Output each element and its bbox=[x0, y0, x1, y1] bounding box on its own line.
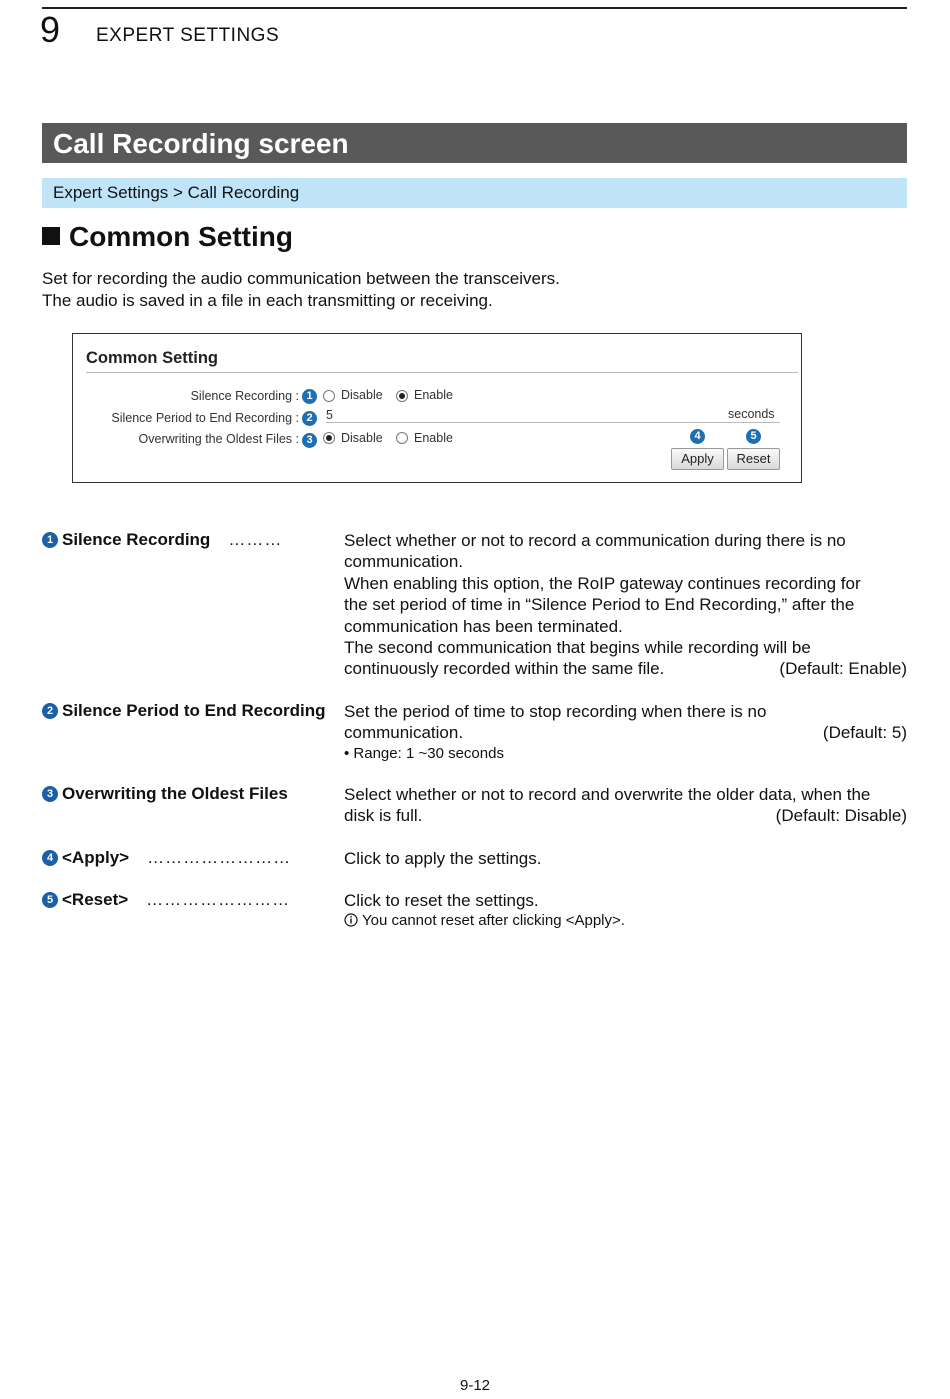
default-value: (Default: Enable) bbox=[779, 659, 907, 679]
page-title-banner bbox=[42, 123, 907, 163]
term-label: Silence Recording bbox=[62, 530, 211, 549]
item-description bbox=[344, 784, 907, 827]
desc-line: The second communication that begins while recording will be bbox=[344, 638, 811, 658]
item-description bbox=[344, 530, 907, 680]
desc-line: Set the period of time to stop recording when there is no bbox=[344, 702, 767, 721]
item-description bbox=[344, 890, 907, 931]
section-intro bbox=[42, 268, 560, 311]
info-icon bbox=[344, 913, 358, 927]
item-term bbox=[42, 784, 288, 804]
overwrite-label: Overwriting the Oldest Files : bbox=[138, 432, 299, 446]
desc-line: When enabling this option, the RoIP gateway continues recording for bbox=[344, 573, 861, 593]
callout-5-icon: 5 bbox=[746, 429, 761, 444]
silence-period-input[interactable] bbox=[326, 408, 780, 423]
square-bullet-icon bbox=[42, 227, 60, 245]
number-3-icon: 3 bbox=[42, 786, 58, 802]
term-label: Overwriting the Oldest Files bbox=[62, 784, 288, 803]
desc-line-default bbox=[344, 722, 907, 743]
callout-3-icon: 3 bbox=[302, 433, 317, 448]
page-number: 9-12 bbox=[459, 1377, 491, 1394]
overwrite-disable-radio[interactable] bbox=[323, 432, 335, 444]
top-rule bbox=[42, 7, 907, 9]
desc-line: Select whether or not to record a communication during there is no bbox=[344, 531, 846, 550]
item-term bbox=[42, 890, 290, 910]
overwrite-enable-radio[interactable] bbox=[396, 432, 408, 444]
term-label: Silence Period to End Recording bbox=[62, 701, 326, 720]
seconds-unit: seconds bbox=[728, 407, 775, 421]
silence-period-label: Silence Period to End Recording : bbox=[111, 411, 299, 425]
desc-line: continuously recorded within the same file. bbox=[344, 659, 665, 679]
leader-dots: …………………… bbox=[147, 848, 292, 867]
settings-screenshot bbox=[72, 333, 802, 483]
page-title: Call Recording screen bbox=[53, 128, 349, 159]
term-label: <Reset> bbox=[62, 890, 129, 909]
term-label: <Apply> bbox=[62, 848, 130, 867]
desc-line: disk is full. bbox=[344, 806, 423, 826]
chapter-number: 9 bbox=[40, 9, 61, 50]
silence-enable-label: Enable bbox=[414, 388, 453, 402]
section-title: Common Setting bbox=[69, 221, 293, 252]
desc-line: the set period of time in “Silence Period to End Recording,” after the bbox=[344, 595, 855, 615]
leader-dots: …………………… bbox=[146, 890, 291, 909]
info-note-text: You cannot reset after clicking <Apply>. bbox=[362, 912, 625, 930]
silence-recording-label: Silence Recording : bbox=[190, 389, 299, 403]
callout-2-icon: 2 bbox=[302, 411, 317, 426]
desc-line: communication has been terminated. bbox=[344, 616, 623, 636]
intro-line-2: The audio is saved in a file in each transmitting or receiving. bbox=[42, 290, 493, 310]
item-description bbox=[344, 848, 907, 869]
desc-line: Click to apply the settings. bbox=[344, 849, 542, 868]
callout-1-icon: 1 bbox=[302, 389, 317, 404]
overwrite-disable-label: Disable bbox=[341, 431, 383, 445]
leader-dots: ……… bbox=[228, 530, 283, 549]
silence-enable-radio[interactable] bbox=[396, 390, 408, 402]
default-value: (Default: 5) bbox=[822, 723, 907, 743]
item-term bbox=[42, 848, 291, 868]
silence-disable-label: Disable bbox=[341, 388, 383, 402]
desc-line-default bbox=[344, 658, 907, 679]
reset-button[interactable]: Reset bbox=[727, 448, 780, 470]
desc-line: communication. bbox=[344, 723, 464, 743]
item-term bbox=[42, 701, 326, 721]
desc-line: Click to reset the settings. bbox=[344, 891, 539, 910]
silence-period-value: 5 bbox=[326, 408, 333, 422]
screenshot-title: Common Setting bbox=[86, 349, 218, 367]
range-note: • Range: 1 ~30 seconds bbox=[344, 744, 504, 762]
default-value: (Default: Disable) bbox=[775, 806, 907, 826]
breadcrumb-text: Expert Settings > Call Recording bbox=[53, 183, 300, 202]
number-5-icon: 5 bbox=[42, 892, 58, 908]
chapter-title: EXPERT SETTINGS bbox=[96, 25, 280, 46]
number-1-icon: 1 bbox=[42, 532, 58, 548]
overwrite-enable-label: Enable bbox=[414, 431, 453, 445]
number-4-icon: 4 bbox=[42, 850, 58, 866]
apply-button[interactable]: Apply bbox=[671, 448, 724, 470]
item-description bbox=[344, 701, 907, 764]
intro-line-1: Set for recording the audio communication between the transceivers. bbox=[42, 269, 560, 288]
number-2-icon: 2 bbox=[42, 703, 58, 719]
info-note bbox=[344, 911, 907, 931]
desc-line-default bbox=[344, 805, 907, 826]
callout-4-icon: 4 bbox=[690, 429, 705, 444]
silence-disable-radio[interactable] bbox=[323, 390, 335, 402]
breadcrumb bbox=[42, 178, 907, 208]
label-column bbox=[73, 334, 299, 474]
section-heading bbox=[42, 221, 293, 253]
item-term bbox=[42, 530, 282, 550]
desc-line: Select whether or not to record and overwrite the older data, when the bbox=[344, 785, 871, 804]
desc-line: communication. bbox=[344, 552, 464, 572]
